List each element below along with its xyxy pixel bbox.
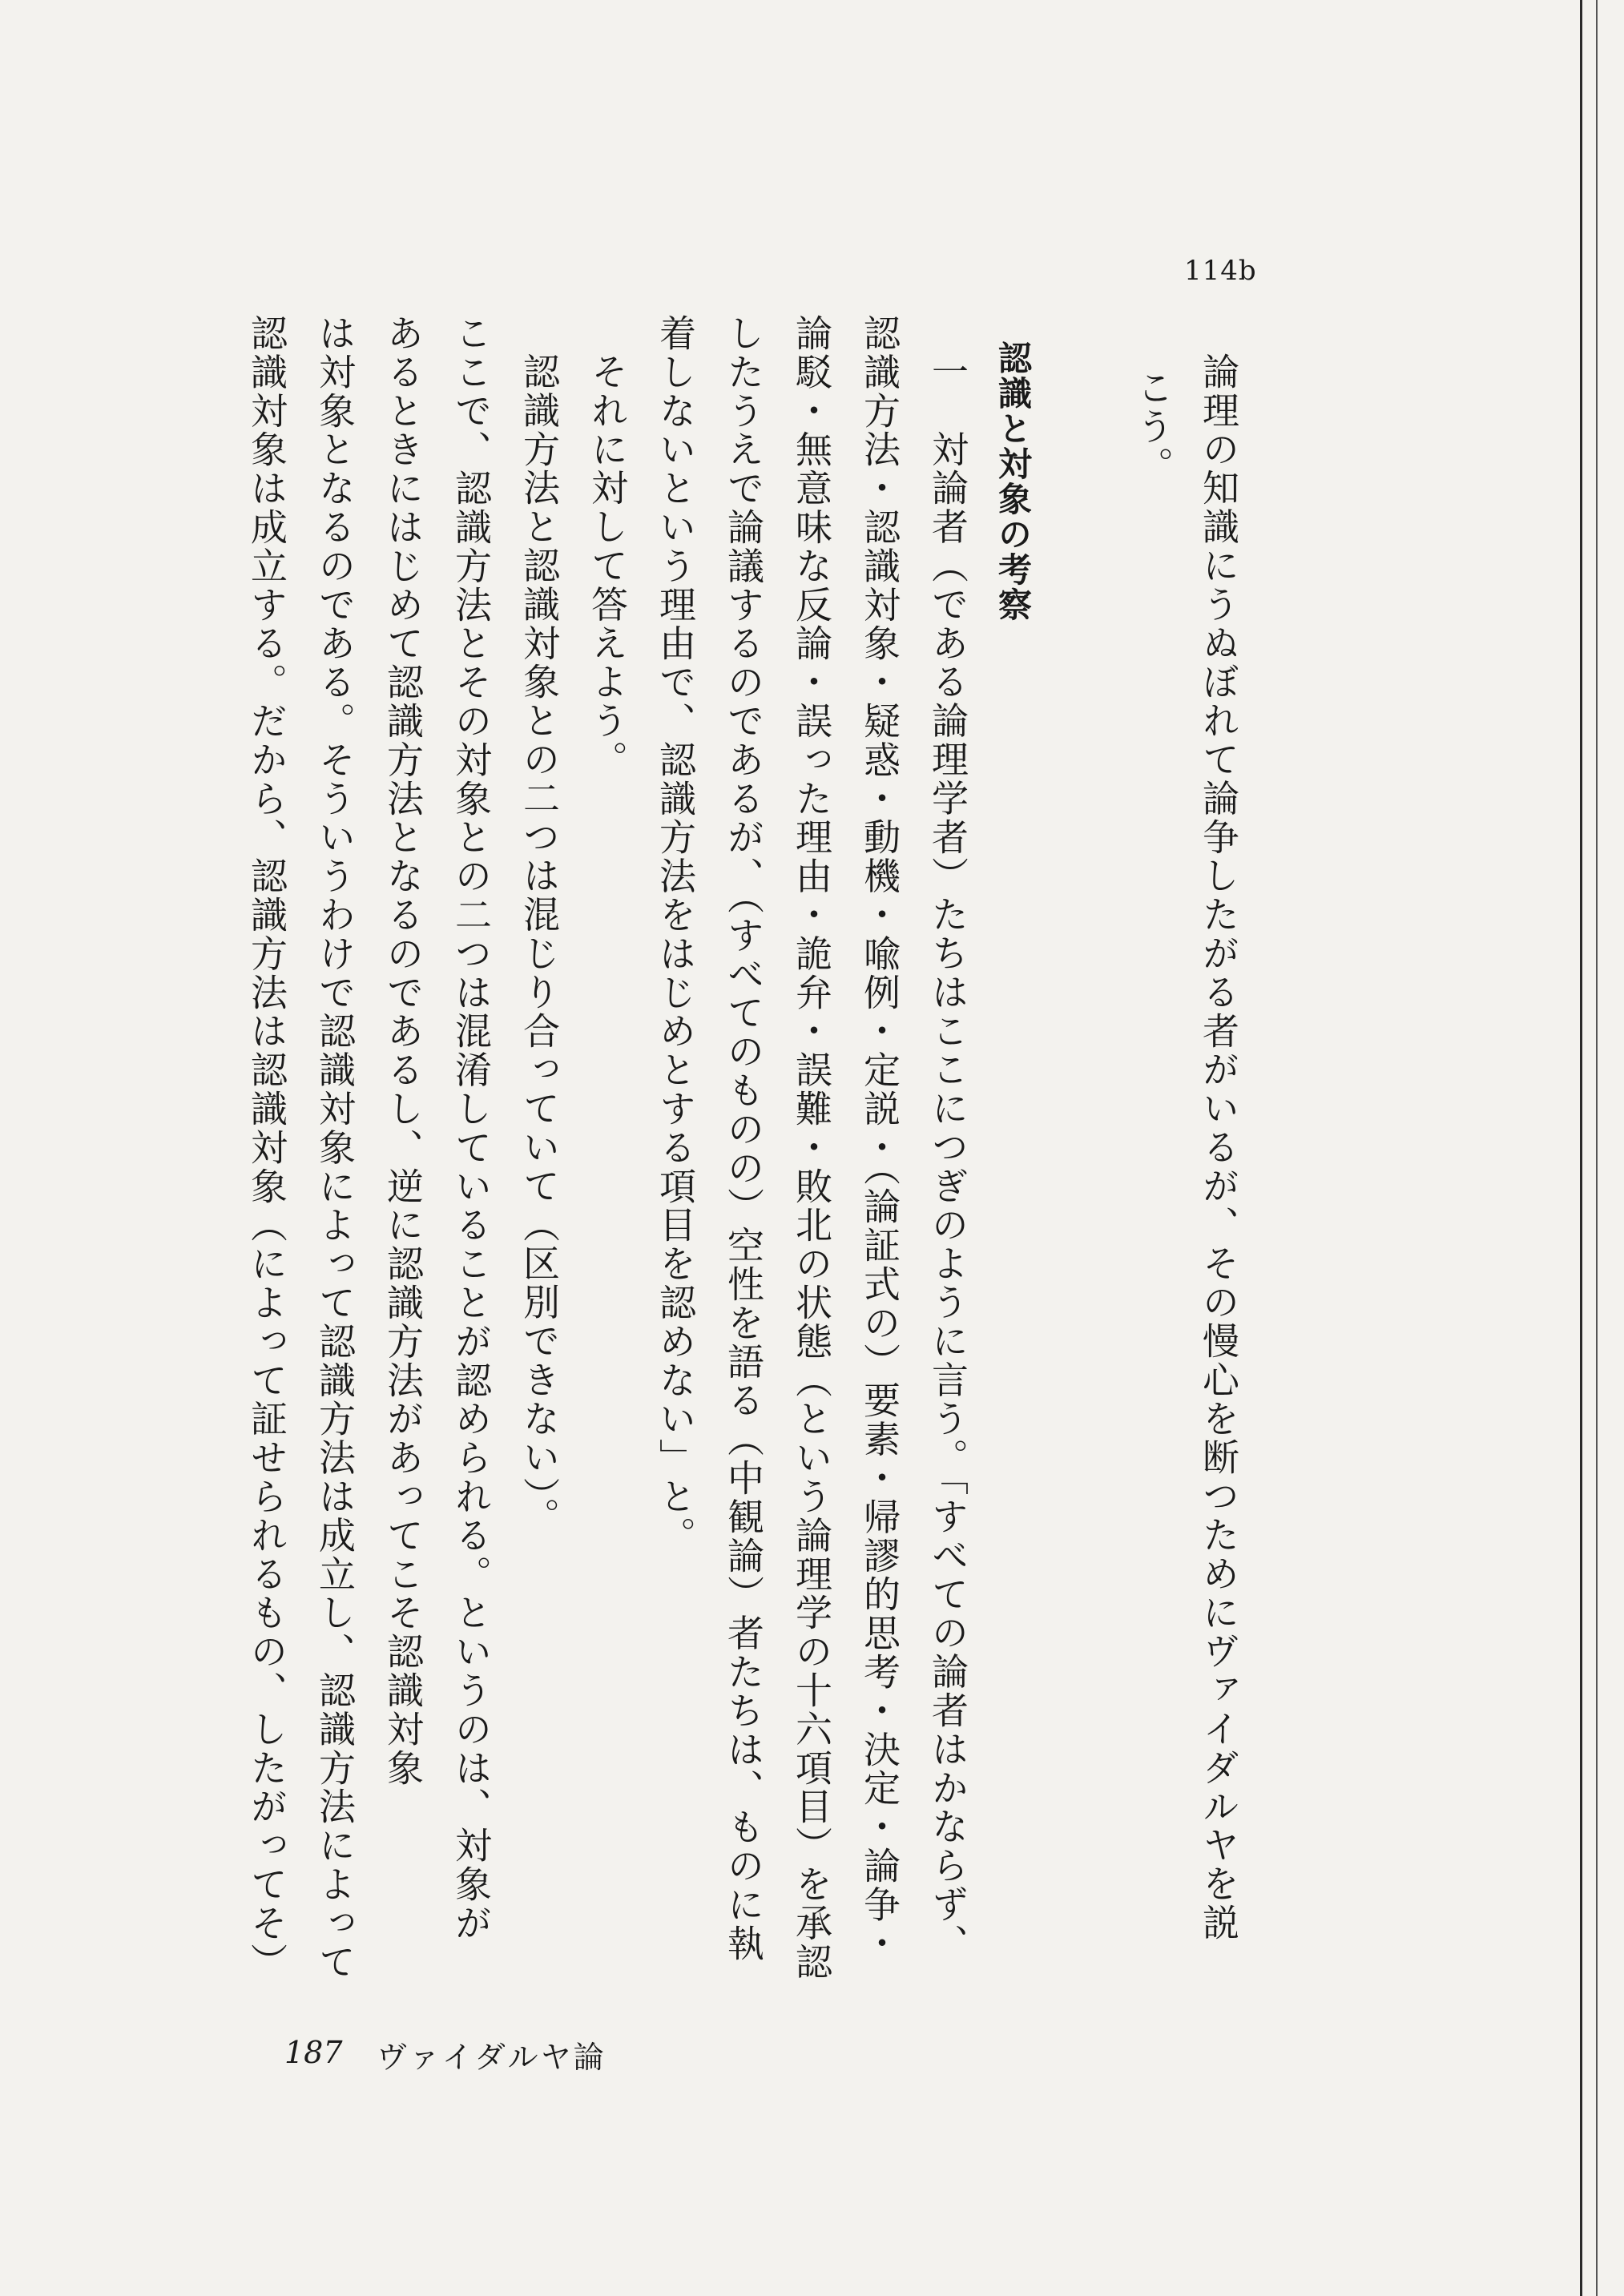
intro-line-2: こう。 [1131,369,1175,485]
body-line-6: それに対して答えよう。 [586,352,629,779]
intro-line-1: 論理の知識にうぬぼれて論争したがる者がいるが、その慢心を断つためにヴァイダルヤを説 [1197,352,1240,1943]
footer-running-title: ヴァイダルヤ論 [377,2040,606,2075]
body-line-11: 認識対象は成立する。だから、認識方法は認識対象（によって証せられるもの、したがってそ） [245,314,288,1982]
body-line-2: 認識方法・認識対象・疑惑・動機・喩例・定説・（論証式の）要素・帰謬的思考・決定・論争・ [858,314,901,1964]
section-heading: 認識と対象の考察 [993,340,1033,622]
body-line-3: 論駁・無意味な反論・誤った理由・詭弁・誤難・敗北の状態（という論理学の十六項目）を承認 [790,314,833,1982]
body-line-8: ここで、認識方法とその対象との二つは混淆していることが認められる。というのは、対象が [449,314,493,1943]
body-line-9: あるときにはじめて認識方法となるのであるし、逆に認識方法があってこそ認識対象 [381,314,425,1788]
body-line-10: は対象となるのである。そういうわけで認識対象によって認識方法は成立し、認識方法によって [313,314,357,1982]
folio-marker: 114b [1184,255,1257,287]
page-edge-line-secondary [1596,0,1598,2296]
page-edge-line [1580,0,1582,2296]
body-line-5: 着しないという理由で、認識方法をはじめとする項目を認めない」と。 [654,314,697,1555]
body-line-7: 認識方法と認識対象との二つは混じり合っていて（区別できない）。 [518,352,561,1537]
body-line-4: したうえで論議するのであるが、（すべてのものの）空性を語る（中観論）者たちは、ものに執 [722,314,765,1964]
footer-page-number: 187 [284,2035,343,2070]
body-line-1: 一 対論者（である論理学者）たちはここにつぎのように言う。「すべての論者はかならず、 [926,352,969,1963]
